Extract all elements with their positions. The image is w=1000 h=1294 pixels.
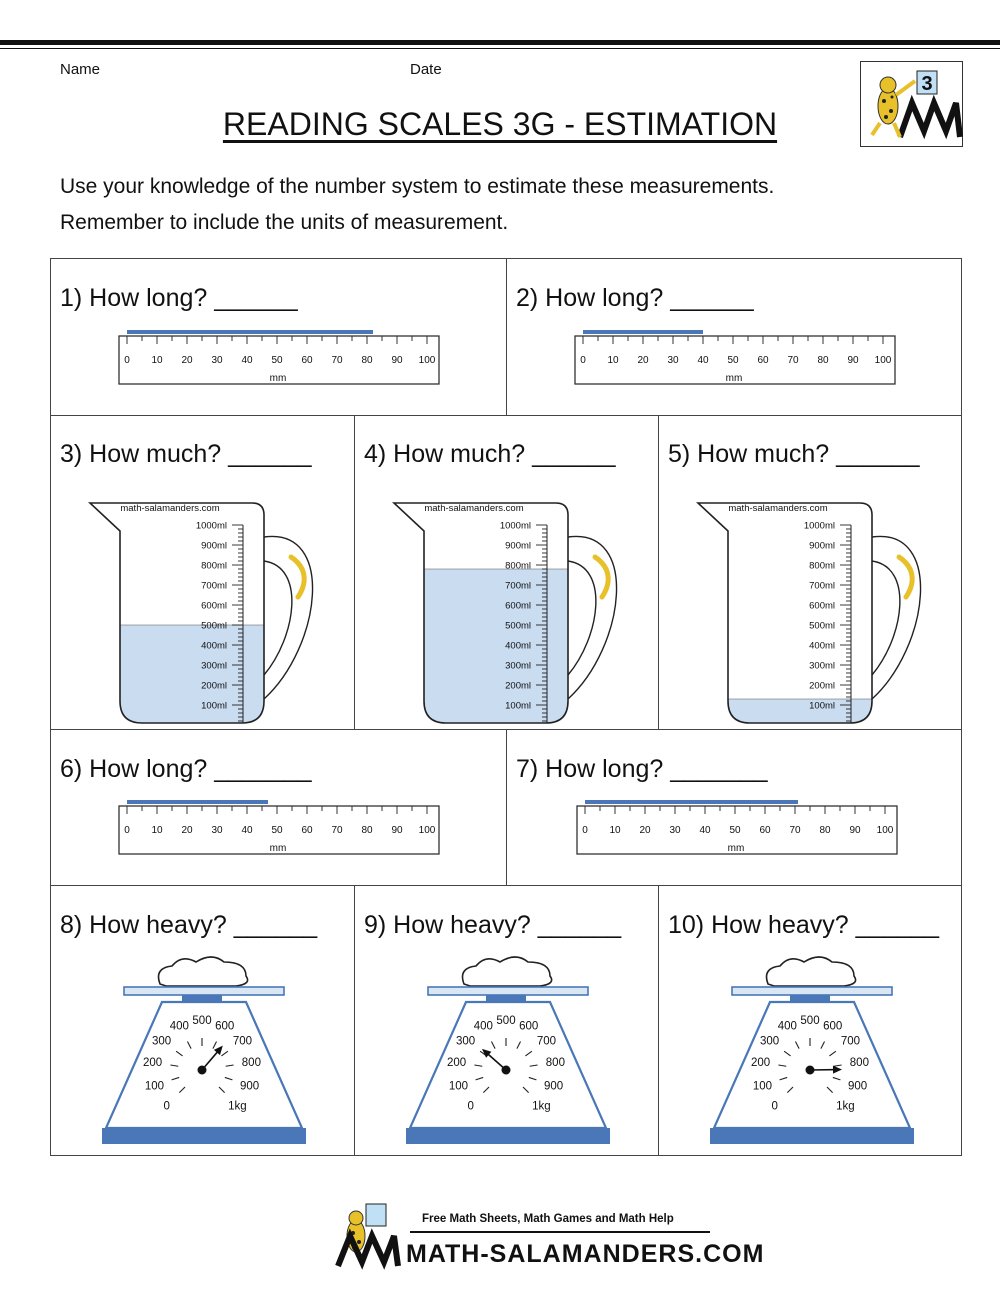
ruler-tick-label: 40 bbox=[697, 355, 709, 366]
ruler-tick-label: 100 bbox=[876, 825, 894, 836]
grid-divider bbox=[354, 415, 355, 729]
dial-tick-label: 900 bbox=[239, 1080, 260, 1093]
footer-logo bbox=[318, 1200, 765, 1272]
ruler-tick-label: 80 bbox=[819, 825, 831, 836]
salamander-icon bbox=[899, 557, 912, 597]
jug-tick-label: 500ml bbox=[809, 620, 835, 632]
ruler-tick-label: 10 bbox=[151, 825, 163, 836]
ruler-tick-label: 30 bbox=[211, 825, 223, 836]
ruler-tick-label: 50 bbox=[271, 825, 283, 836]
jug-handle-inner bbox=[264, 561, 292, 675]
question-7: 7) How long? _______ bbox=[516, 755, 768, 783]
jug-handle-inner bbox=[568, 561, 596, 675]
date-label: Date bbox=[410, 61, 442, 78]
ruler-unit-label: mm bbox=[269, 843, 287, 854]
scale-platform bbox=[732, 987, 892, 995]
jug-tick-label: 200ml bbox=[201, 680, 227, 692]
question-1: 1) How long? ______ bbox=[60, 284, 298, 312]
scale-platform bbox=[124, 987, 284, 995]
dial-tick-label: 400 bbox=[777, 1020, 797, 1033]
ruler-tick-label: 70 bbox=[331, 355, 343, 366]
salamander-icon bbox=[291, 557, 304, 597]
dial-tick-label: 300 bbox=[455, 1035, 476, 1048]
ruler-tick-label: 0 bbox=[124, 825, 130, 836]
weighed-object bbox=[159, 957, 248, 986]
dial-tick-label: 400 bbox=[473, 1020, 493, 1033]
dial-tick-label: 800 bbox=[241, 1057, 261, 1070]
instruction-line-2: Remember to include the units of measurement. bbox=[60, 211, 509, 234]
dial-tick-label: 900 bbox=[543, 1080, 564, 1093]
weighed-object bbox=[463, 957, 552, 986]
jug-liquid bbox=[728, 699, 872, 723]
ruler-tick-label: 20 bbox=[639, 825, 651, 836]
grid-divider bbox=[50, 415, 962, 416]
ruler-tick-label: 10 bbox=[609, 825, 621, 836]
jug-handle bbox=[568, 536, 617, 699]
ruler-tick-label: 60 bbox=[301, 355, 313, 366]
jug-tick-label: 900ml bbox=[505, 540, 531, 552]
ruler-6 bbox=[118, 798, 440, 858]
dial-tick-label: 0 bbox=[163, 1100, 170, 1113]
jug-tick-label: 700ml bbox=[201, 580, 227, 592]
ruler-unit-label: mm bbox=[725, 373, 743, 384]
top-rule bbox=[0, 40, 1000, 45]
dial-tick-label: 800 bbox=[545, 1057, 565, 1070]
question-5: 5) How much? ______ bbox=[668, 440, 920, 468]
dial-tick-label: 1kg bbox=[836, 1100, 855, 1113]
jug-tick-label: 600ml bbox=[809, 600, 835, 612]
jug-tick-label: 1000ml bbox=[499, 520, 531, 532]
weighing-scale-10 bbox=[704, 950, 920, 1150]
question-8: 8) How heavy? ______ bbox=[60, 911, 318, 939]
dial-tick-label: 500 bbox=[192, 1015, 212, 1027]
grid-divider bbox=[658, 885, 659, 1156]
dial-tick-label: 200 bbox=[447, 1057, 467, 1070]
dial-tick-label: 600 bbox=[823, 1020, 843, 1033]
ruler-tick-label: 100 bbox=[874, 355, 892, 366]
jug-tick-label: 1000ml bbox=[195, 520, 227, 532]
ruler-tick-label: 0 bbox=[582, 825, 588, 836]
scale-base bbox=[710, 1128, 914, 1144]
ruler-tick-label: 90 bbox=[849, 825, 861, 836]
dial-tick-label: 700 bbox=[536, 1035, 557, 1048]
jug-5 bbox=[694, 497, 924, 727]
dial-tick-label: 700 bbox=[232, 1035, 253, 1048]
jug-tick-label: 600ml bbox=[201, 600, 227, 612]
footer-site-name: MATH-SALAMANDERS.COM bbox=[406, 1240, 765, 1268]
ruler-tick-label: 40 bbox=[241, 825, 253, 836]
jug-tick-label: 500ml bbox=[505, 620, 531, 632]
ruler-tick-label: 50 bbox=[727, 355, 739, 366]
jug-tick-label: 400ml bbox=[809, 640, 835, 652]
weighed-object bbox=[767, 957, 856, 986]
ruler-tick-label: 90 bbox=[391, 825, 403, 836]
jug-tick-label: 700ml bbox=[809, 580, 835, 592]
ruler-tick-label: 80 bbox=[361, 825, 373, 836]
jug-liquid bbox=[424, 569, 568, 723]
dial-tick-label: 100 bbox=[448, 1080, 469, 1093]
ruler-1 bbox=[118, 328, 440, 388]
jug-tick-label: 900ml bbox=[809, 540, 835, 552]
ruler-tick-label: 50 bbox=[729, 825, 741, 836]
footer-tagline: Free Math Sheets, Math Games and Math Help bbox=[422, 1213, 674, 1225]
ruler-tick-label: 70 bbox=[789, 825, 801, 836]
ruler-tick-label: 40 bbox=[699, 825, 711, 836]
dial-tick-label: 700 bbox=[840, 1035, 861, 1048]
jug-tick-label: 400ml bbox=[505, 640, 531, 652]
dial-tick-label: 600 bbox=[215, 1020, 235, 1033]
ruler-tick-label: 30 bbox=[211, 355, 223, 366]
dial-tick-label: 500 bbox=[496, 1015, 516, 1027]
dial-tick-label: 200 bbox=[751, 1057, 771, 1070]
name-label: Name bbox=[60, 61, 101, 78]
jug-3 bbox=[86, 497, 316, 727]
jug-tick-label: 800ml bbox=[505, 560, 531, 572]
jug-tick-label: 100ml bbox=[809, 700, 835, 712]
jug-brand: math-salamanders.com bbox=[424, 503, 524, 514]
ruler-tick-label: 0 bbox=[580, 355, 586, 366]
weighing-scale-8 bbox=[96, 950, 312, 1150]
ruler-tick-label: 100 bbox=[418, 825, 436, 836]
jug-tick-label: 800ml bbox=[201, 560, 227, 572]
dial-pivot bbox=[806, 1066, 815, 1075]
dial-tick-label: 300 bbox=[151, 1035, 172, 1048]
page-title: READING SCALES 3G - ESTIMATION bbox=[222, 106, 778, 142]
weighing-scale-9 bbox=[400, 950, 616, 1150]
jug-tick-label: 400ml bbox=[201, 640, 227, 652]
jug-tick-label: 800ml bbox=[809, 560, 835, 572]
ruler-tick-label: 50 bbox=[271, 355, 283, 366]
question-10: 10) How heavy? ______ bbox=[668, 911, 940, 939]
jug-handle-inner bbox=[872, 561, 900, 675]
question-4: 4) How much? ______ bbox=[364, 440, 616, 468]
jug-tick-label: 700ml bbox=[505, 580, 531, 592]
jug-liquid bbox=[120, 625, 264, 723]
ruler-2 bbox=[574, 328, 896, 388]
jug-tick-label: 200ml bbox=[505, 680, 531, 692]
dial-tick-label: 500 bbox=[800, 1015, 820, 1027]
jug-tick-label: 1000ml bbox=[803, 520, 835, 532]
ruler-tick-label: 40 bbox=[241, 355, 253, 366]
ruler-tick-label: 10 bbox=[607, 355, 619, 366]
jug-handle bbox=[264, 536, 313, 699]
dial-tick-label: 0 bbox=[467, 1100, 474, 1113]
question-6: 6) How long? _______ bbox=[60, 755, 312, 783]
ruler-tick-label: 20 bbox=[181, 825, 193, 836]
jug-tick-label: 300ml bbox=[809, 660, 835, 672]
jug-tick-label: 300ml bbox=[201, 660, 227, 672]
ruler-tick-label: 20 bbox=[181, 355, 193, 366]
ruler-tick-label: 90 bbox=[391, 355, 403, 366]
question-2: 2) How long? ______ bbox=[516, 284, 754, 312]
salamander-icon bbox=[595, 557, 608, 597]
scale-base bbox=[102, 1128, 306, 1144]
dial-tick-label: 1kg bbox=[532, 1100, 551, 1113]
dial-tick-label: 1kg bbox=[228, 1100, 247, 1113]
scale-base bbox=[406, 1128, 610, 1144]
jug-brand: math-salamanders.com bbox=[120, 503, 220, 514]
ruler-tick-label: 30 bbox=[667, 355, 679, 366]
dial-pivot bbox=[502, 1066, 511, 1075]
jug-tick-label: 100ml bbox=[505, 700, 531, 712]
dial-tick-label: 800 bbox=[849, 1057, 869, 1070]
ruler-tick-label: 30 bbox=[669, 825, 681, 836]
ruler-tick-label: 60 bbox=[759, 825, 771, 836]
grid-divider bbox=[354, 885, 355, 1156]
instruction-line-1: Use your knowledge of the number system to estimate these measurements. bbox=[60, 175, 775, 198]
dial-tick-label: 0 bbox=[771, 1100, 778, 1113]
grid-divider bbox=[506, 258, 507, 415]
jug-tick-label: 900ml bbox=[201, 540, 227, 552]
dial-tick-label: 600 bbox=[519, 1020, 539, 1033]
ruler-tick-label: 80 bbox=[361, 355, 373, 366]
dial-tick-label: 200 bbox=[143, 1057, 163, 1070]
ruler-tick-label: 0 bbox=[124, 355, 130, 366]
ruler-tick-label: 70 bbox=[331, 825, 343, 836]
ruler-tick-label: 100 bbox=[418, 355, 436, 366]
dial-pivot bbox=[198, 1066, 207, 1075]
ruler-tick-label: 60 bbox=[757, 355, 769, 366]
ruler-unit-label: mm bbox=[269, 373, 287, 384]
grid-divider bbox=[506, 729, 507, 885]
dial-tick-label: 100 bbox=[752, 1080, 773, 1093]
jug-tick-label: 600ml bbox=[505, 600, 531, 612]
grade-number: 3 bbox=[921, 73, 933, 95]
dial-tick-label: 300 bbox=[759, 1035, 780, 1048]
top-rule-thin bbox=[0, 48, 1000, 49]
ruler-tick-label: 60 bbox=[301, 825, 313, 836]
grid-divider bbox=[658, 415, 659, 729]
grid-divider bbox=[50, 885, 962, 886]
dial-tick-label: 100 bbox=[144, 1080, 165, 1093]
ruler-tick-label: 90 bbox=[847, 355, 859, 366]
question-3: 3) How much? ______ bbox=[60, 440, 312, 468]
ruler-tick-label: 20 bbox=[637, 355, 649, 366]
scale-platform bbox=[428, 987, 588, 995]
ruler-tick-label: 10 bbox=[151, 355, 163, 366]
jug-body bbox=[698, 503, 872, 723]
dial-tick-label: 900 bbox=[847, 1080, 868, 1093]
question-9: 9) How heavy? ______ bbox=[364, 911, 622, 939]
jug-tick-label: 200ml bbox=[809, 680, 835, 692]
dial-tick-label: 400 bbox=[169, 1020, 189, 1033]
jug-tick-label: 100ml bbox=[201, 700, 227, 712]
ruler-tick-label: 80 bbox=[817, 355, 829, 366]
jug-brand: math-salamanders.com bbox=[728, 503, 828, 514]
jug-handle bbox=[872, 536, 921, 699]
jug-tick-label: 300ml bbox=[505, 660, 531, 672]
ruler-tick-label: 70 bbox=[787, 355, 799, 366]
jug-4 bbox=[390, 497, 620, 727]
ruler-7 bbox=[576, 798, 898, 858]
jug-tick-label: 500ml bbox=[201, 620, 227, 632]
ruler-unit-label: mm bbox=[727, 843, 745, 854]
